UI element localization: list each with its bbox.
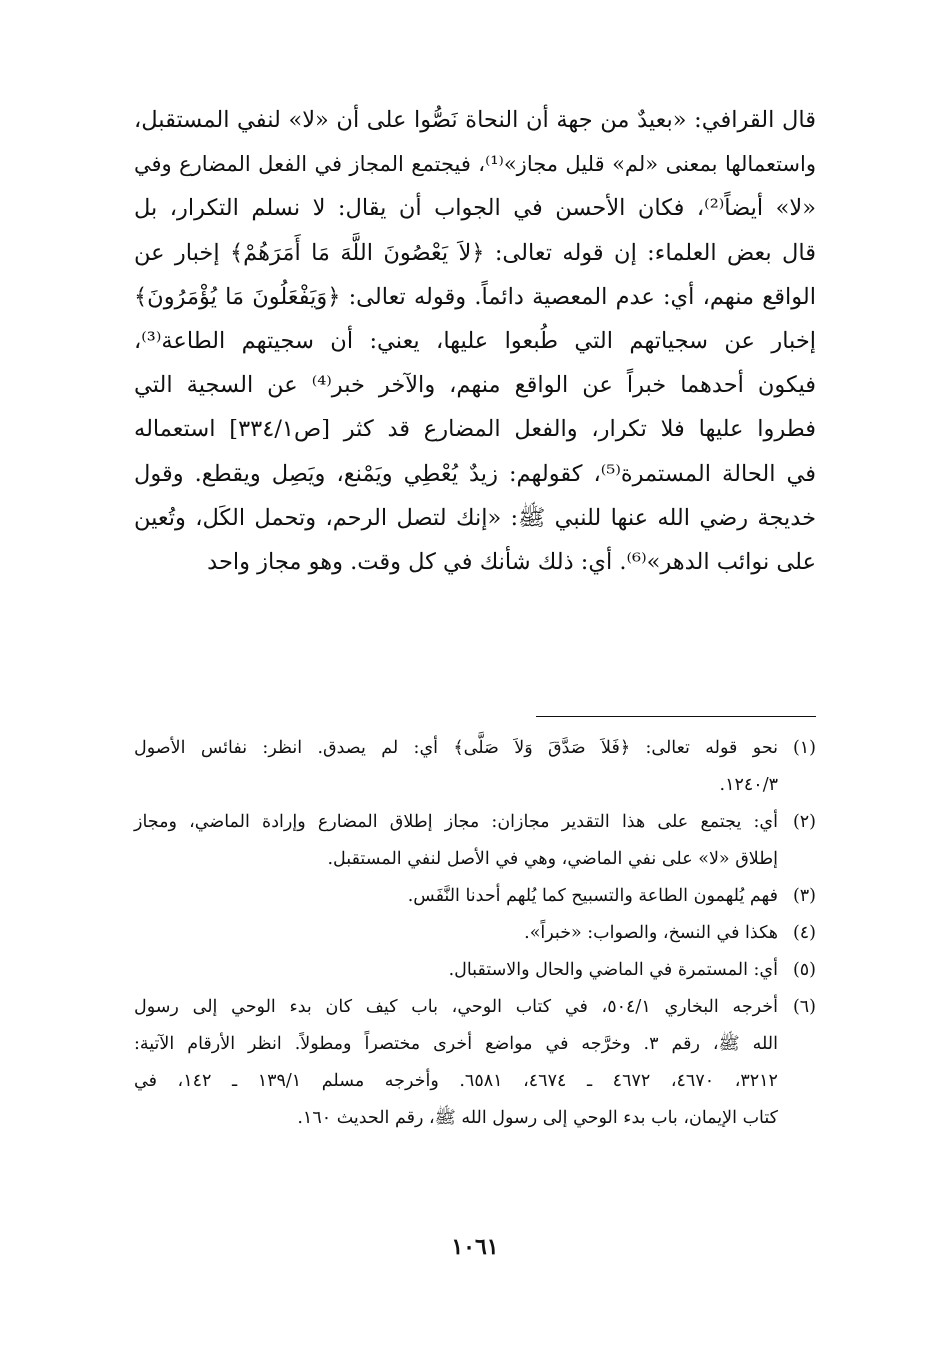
- footnote-line: أي: يجتمع على هذا التقدير مجازان: مجاز إطلاق المضارع وإرادة الماضي، ومجاز: [134, 812, 778, 832]
- footnote-line: ١٢٤٠/٣.: [719, 775, 778, 795]
- footnote-body: [134, 804, 778, 878]
- footnote-line: ٣٢١٢، ٤٦٧٠، ٤٦٧٢ ـ ٤٦٧٤، ٦٥٨١. وأخرجه مسلم ١٣٩/١ ـ ١٤٢، في: [134, 1071, 778, 1091]
- footnote-body: [134, 730, 778, 804]
- main-text-line: إخبار عن سجياتهم التي طُبعوا عليها، يعني: أن سجيتهم الطاعة⁽³⁾،: [134, 328, 816, 355]
- main-text-line: واستعمالها بمعنى «لم» قليل مجاز»⁽¹⁾، فيجتمع المجاز في الفعل المضارع وفي: [134, 152, 816, 177]
- footnote-line: الله ﷺ، رقم ٣. وخرَّجه في مواضع أخرى مختصراً ومطولاً. انظر الأرقام الآتية:: [134, 1034, 779, 1054]
- footnote-number: (٤): [792, 923, 816, 943]
- main-text-line: «لا» أيضاً⁽²⁾، فكان الأحسن في الجواب أن يقال: لا نسلم التكرار، بل: [134, 195, 816, 222]
- footnote-body: [134, 952, 778, 989]
- main-text-line: في الحالة المستمرة⁽⁵⁾، كقولهم: زيدٌ يُعْطِي ويَمْنع، ويَصِل ويقطع. وقول: [134, 460, 816, 487]
- main-text-line: خديجة رضي الله عنها للنبي ﷺ: «إنك لتصل الرحم، وتحمل الكَل، وتُعين: [134, 504, 816, 531]
- footnote-1: [134, 730, 816, 804]
- main-text-line: فطروا عليها فلا تكرار، والفعل المضارع قد كثر [ص٣٣٤/١] استعماله: [134, 416, 816, 443]
- page-number: ١٠٦١: [451, 1234, 499, 1260]
- footnote-line: أخرجه البخاري ٥٠٤/١، في كتاب الوحي، باب كيف كان بدء الوحي إلى رسول: [134, 997, 778, 1017]
- main-text-line: قال بعض العلماء: إن قوله تعالى: ﴿لاَ يَعْصُونَ اللَّهَ مَا أَمَرَهُمْ﴾ إخبار عن: [134, 239, 816, 266]
- footnote-3: [134, 878, 816, 915]
- footnote-number: (٦): [792, 997, 816, 1017]
- footnotes-block: [134, 730, 816, 1137]
- main-text-line: قال القرافي: «بعيدٌ من جهة أن النحاة نَصُّوا على أن «لا» لنفي المستقبل،: [134, 107, 816, 133]
- footnote-5: [134, 952, 816, 989]
- main-text-line: على نوائب الدهر»⁽⁶⁾. أي: ذلك شأنك في كل وقت. وهو مجاز واحد: [207, 549, 816, 576]
- footnote-line: إطلاق «لا» على نفي الماضي، وهي في الأصل لنفي المستقبل.: [327, 849, 778, 869]
- footnote-number: (١): [792, 738, 816, 758]
- footnote-number: (٥): [792, 960, 816, 980]
- footnote-4: [134, 915, 816, 952]
- footnote-line: كتاب الإيمان، باب بدء الوحي إلى رسول الله ﷺ، رقم الحديث ١٦٠.: [297, 1108, 778, 1128]
- footnote-6: [134, 989, 816, 1137]
- main-text-line: الواقع منهم، أي: عدم المعصية دائماً. وقوله تعالى: ﴿وَيَفْعَلُونَ مَا يُؤْمَرُونَ﴾: [134, 283, 816, 310]
- footnote-line: هكذا في النسخ، والصواب: «خبراً».: [524, 923, 778, 943]
- footnote-number: (٢): [792, 812, 816, 832]
- footnote-2: [134, 804, 816, 878]
- footnote-body: [134, 989, 778, 1137]
- footnote-line: نحو قوله تعالى: ﴿فَلاَ صَدَّقَ وَلاَ صَلَّى﴾ أي: لم يصدق. انظر: نفائس الأصول: [134, 738, 778, 758]
- footnote-line: أي: المستمرة في الماضي والحال والاستقبال.: [448, 960, 778, 980]
- footnote-line: فهم يُلهمون الطاعة والتسبيح كما يُلهم أحدنا النَّفَس.: [407, 886, 778, 906]
- footnote-body: [134, 915, 778, 952]
- main-text-line: فيكون أحدهما خبراً عن الواقع منهم، والآخر خبر⁽⁴⁾ عن السجية التي: [134, 372, 816, 399]
- footnote-body: [134, 878, 778, 915]
- main-text-block: [134, 98, 816, 584]
- footnote-separator: [536, 716, 816, 717]
- footnote-number: (٣): [792, 886, 816, 906]
